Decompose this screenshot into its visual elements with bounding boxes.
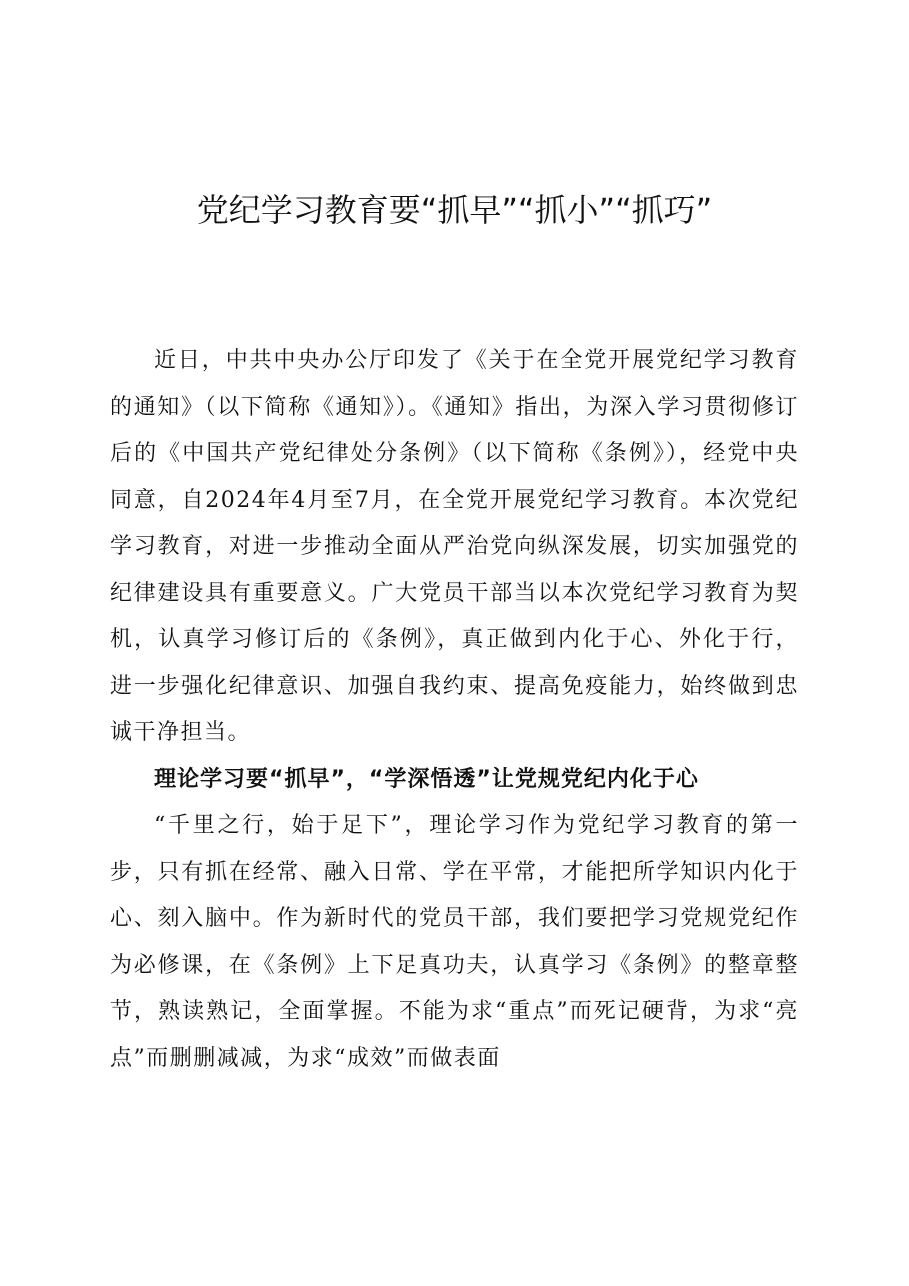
document-title: 党纪学习教育要“抓早”“抓小”“抓巧” bbox=[196, 191, 713, 229]
section-heading: 理论学习要“抓早”，“学深悟透”让党规党纪内化于心 bbox=[154, 766, 699, 792]
intro-paragraph: 近日，中共中央办公厅印发了《关于在全党开展党纪学习教育的通知》（以下简称《通知》）。《通知》指出，为深入学习贯彻修订后的《中国共产党纪律处分条例》（以下简称《条例》），经党中央同意，自2024年4月至7月，在全党开展党纪学习教育。本次党纪学习教育，对进一步推动全面从严治党向纵深发展，切实加强党的纪律建设具有重要意义。广大党员干部当以本次党纪学习教育为契机，认真学习修订后的《条例》，真正做到内化于心、外化于行，进一步强化纪律意识、加强自我约束、提高免疫能力，始终做到忠诚干净担当。 bbox=[110, 348, 799, 745]
document-body bbox=[110, 338, 799, 1082]
section-paragraph: “千里之行，始于足下”，理论学习作为党纪学习教育的第一步，只有抓在经常、融入日常、学在平常，才能把所学知识内化于心、刻入脑中。作为新时代的党员干部，我们要把学习党规党纪作为必修课，在《条例》上下足真功夫，认真学习《条例》的整章整节，熟读熟记，全面掌握。不能为求“重点”而死记硬背，为求“亮点”而删删减减，为求“成效”而做表面 bbox=[110, 813, 799, 1071]
